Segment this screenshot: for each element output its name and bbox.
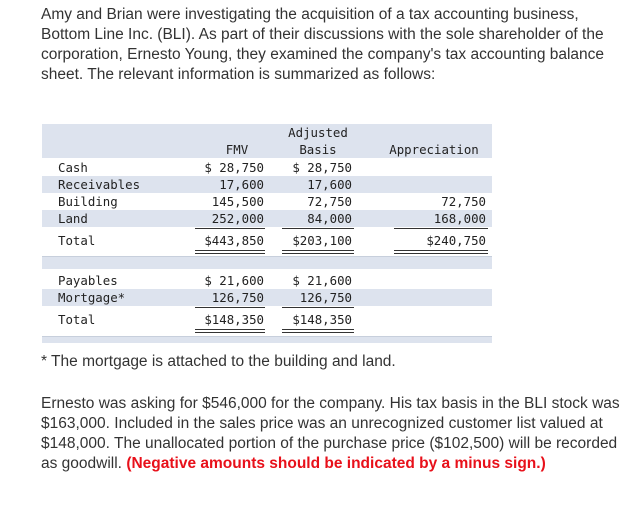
row-label: Cash: [58, 160, 88, 175]
row-label: Receivables: [58, 177, 141, 192]
asset-total-row: [42, 232, 492, 249]
row-label: Building: [58, 194, 118, 209]
cell-fmv: 145,500: [211, 194, 264, 209]
cell-adjusted: 126,750: [299, 290, 352, 305]
row-label: Land: [58, 211, 88, 226]
table-bottom-bar: [42, 336, 492, 343]
cell-adjusted: $148,350: [292, 312, 352, 327]
cell-adjusted: $ 28,750: [292, 160, 352, 175]
cell-fmv: 252,000: [211, 211, 264, 226]
cell-fmv: 17,600: [219, 177, 264, 192]
underline: [394, 228, 488, 229]
cell-fmv: $ 21,600: [204, 273, 264, 288]
header-adjusted: Adjusted: [288, 125, 348, 140]
problem-intro: Amy and Brian were investigating the acquisition of a tax accounting business, Bottom Line Inc. (BLI). As part of their discussions with the sole shareholder of the corporation, Ernesto Young, they examined the company's tax accounting balance sheet. The relevant information is summarized as follows:: [41, 6, 605, 83]
header-basis: Basis: [299, 142, 337, 157]
table-row: [42, 159, 492, 176]
cell-fmv: $ 28,750: [204, 160, 264, 175]
row-label: Total: [58, 233, 96, 248]
footnote: * The mortgage is attached to the building and land.: [41, 353, 396, 370]
cell-fmv: $148,350: [204, 312, 264, 327]
cell-fmv: $443,850: [204, 233, 264, 248]
table-row: [42, 176, 492, 193]
underline: [195, 307, 265, 308]
row-label: Mortgage*: [58, 290, 126, 305]
table-header-row: [42, 124, 492, 158]
table-row: [42, 272, 492, 289]
underline: [282, 228, 354, 229]
header-fmv: FMV: [225, 142, 249, 157]
cell-appreciation: 168,000: [433, 211, 486, 226]
problem-paragraph: [41, 394, 621, 474]
spacer-row: [42, 257, 492, 269]
cell-appreciation: 72,750: [441, 194, 486, 209]
row-label: Payables: [58, 273, 118, 288]
cell-adjusted: $203,100: [292, 233, 352, 248]
liability-total-row: [42, 311, 492, 328]
cell-adjusted: 17,600: [307, 177, 352, 192]
instruction-text: (Negative amounts should be indicated by a minus sign.): [126, 455, 546, 472]
row-label: Total: [58, 312, 96, 327]
double-underline: [195, 329, 265, 333]
cell-fmv: 126,750: [211, 290, 264, 305]
paragraph-text: Ernesto was asking for $546,000 for the company. His tax basis in the BLI stock was $163,000. Included in the sales price was an unrecognized customer list valued at $148,000. The unallocated portion of the purchase price ($102,500) will be recorded as goodwill.: [41, 395, 620, 472]
table-row: [42, 289, 492, 306]
double-underline: [282, 329, 354, 333]
cell-adjusted: $ 21,600: [292, 273, 352, 288]
underline: [195, 228, 265, 229]
underline: [282, 307, 354, 308]
header-appreciation: Appreciation: [389, 142, 479, 157]
double-underline: [195, 250, 265, 254]
table-row: [42, 193, 492, 210]
double-underline: [282, 250, 354, 254]
table-row: [42, 210, 492, 227]
cell-adjusted: 84,000: [307, 211, 352, 226]
cell-appreciation: $240,750: [426, 233, 486, 248]
cell-adjusted: 72,750: [307, 194, 352, 209]
double-underline: [394, 250, 488, 254]
